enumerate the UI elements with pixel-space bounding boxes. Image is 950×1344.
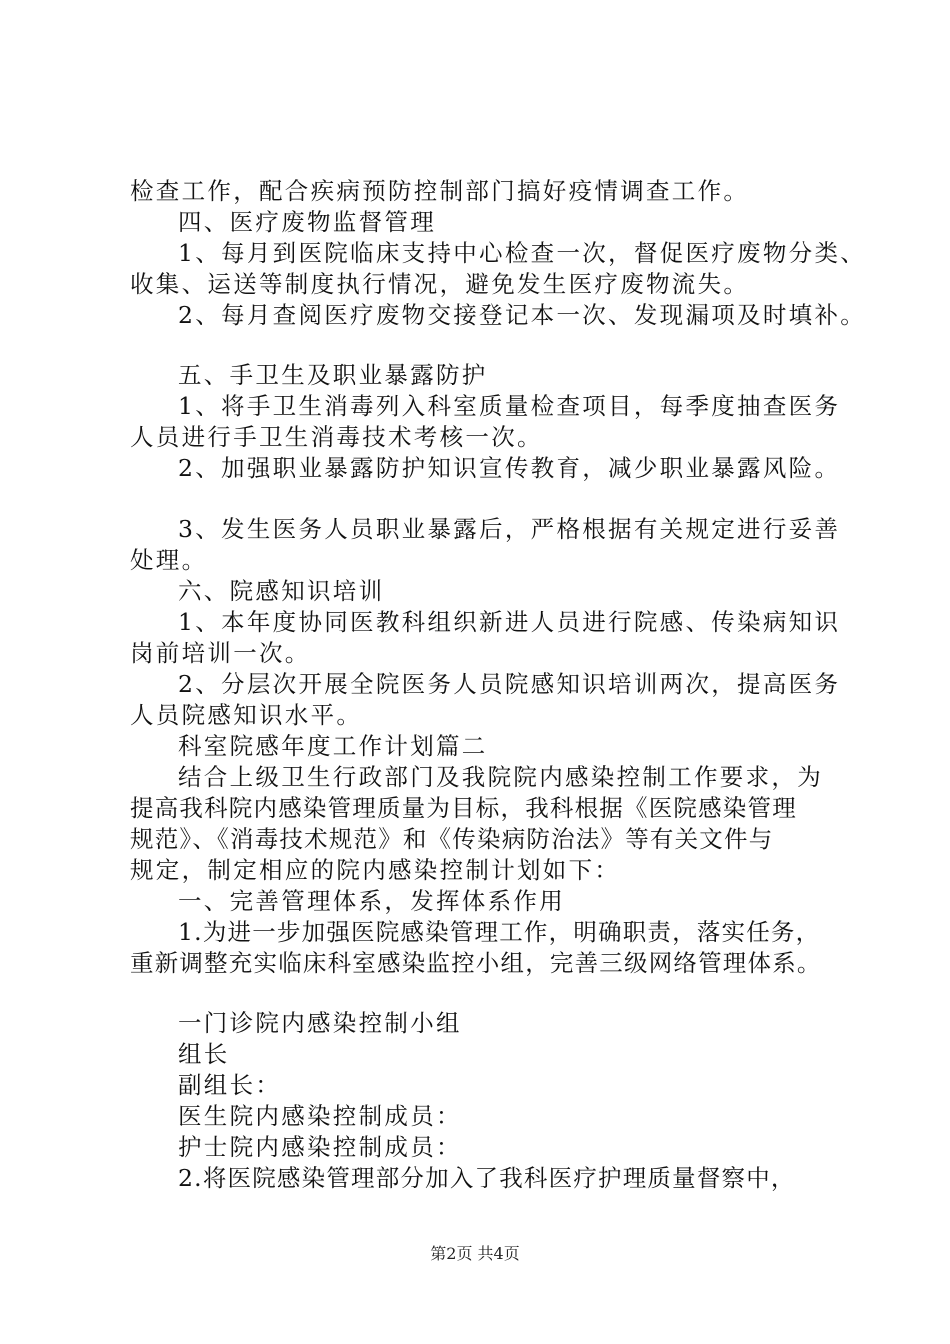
paragraph-line: 组长 [178,1040,230,1068]
section-heading: 五、手卫生及职业暴露防护 [178,361,488,389]
section-heading: 一门诊院内感染控制小组 [178,1009,462,1037]
paragraph-line: 提高我科院内感染管理质量为目标，我科根据《医院感染管理 [130,794,797,822]
paragraph-line: 3、发生医务人员职业暴露后，严格根据有关规定进行妥善 [178,515,841,543]
paragraph-line: 收集、运送等制度执行情况，避免发生医疗废物流失。 [130,270,750,298]
paragraph-line: 规定，制定相应的院内感染控制计划如下： [130,856,621,884]
section-heading: 四、医疗废物监督管理 [178,208,436,236]
paragraph-line: 结合上级卫生行政部门及我院院内感染控制工作要求，为 [178,763,823,791]
paragraph-line: 1、本年度协同医教科组织新进人员进行院感、传染病知识 [178,608,841,636]
paragraph-line: 2、加强职业暴露防护知识宣传教育，减少职业暴露风险。 [178,454,841,482]
paragraph-line: 检查工作，配合疾病预防控制部门搞好疫情调查工作。 [130,177,750,205]
paragraph-line: 规范》、《消毒技术规范》和《传染病防治法》等有关文件与 [130,825,774,853]
paragraph-line: 医生院内感染控制成员： [178,1102,462,1130]
paragraph-line: 护士院内感染控制成员： [178,1133,462,1161]
section-heading: 科室院感年度工作计划篇二 [178,732,488,760]
paragraph-line: 人员进行手卫生消毒技术考核一次。 [130,423,543,451]
paragraph-line: 人员院感知识水平。 [130,701,363,729]
paragraph-line: 处理。 [130,546,208,574]
paragraph-line: 2.将医院感染管理部分加入了我科医疗护理质量督察中， [178,1164,796,1192]
paragraph-line: 重新调整充实临床科室感染监控小组，完善三级网络管理体系。 [130,949,822,977]
paragraph-line: 副组长： [178,1071,282,1099]
paragraph-line: 1、每月到医院临床支持中心检查一次，督促医疗废物分类、 [178,239,867,267]
paragraph-line: 1、将手卫生消毒列入科室质量检查项目，每季度抽查医务 [178,392,841,420]
page-number-footer: 第2页 共4页 [430,1244,520,1263]
paragraph-line: 2、每月查阅医疗废物交接登记本一次、发现漏项及时填补。 [178,301,867,329]
paragraph-line: 1.为进一步加强医院感染管理工作，明确职责，落实任务， [178,918,821,946]
section-heading: 一、完善管理体系，发挥体系作用 [178,887,565,915]
section-heading: 六、院感知识培训 [178,577,385,605]
paragraph-line: 岗前培训一次。 [130,639,311,667]
paragraph-line: 2、分层次开展全院医务人员院感知识培训两次，提高医务 [178,670,841,698]
